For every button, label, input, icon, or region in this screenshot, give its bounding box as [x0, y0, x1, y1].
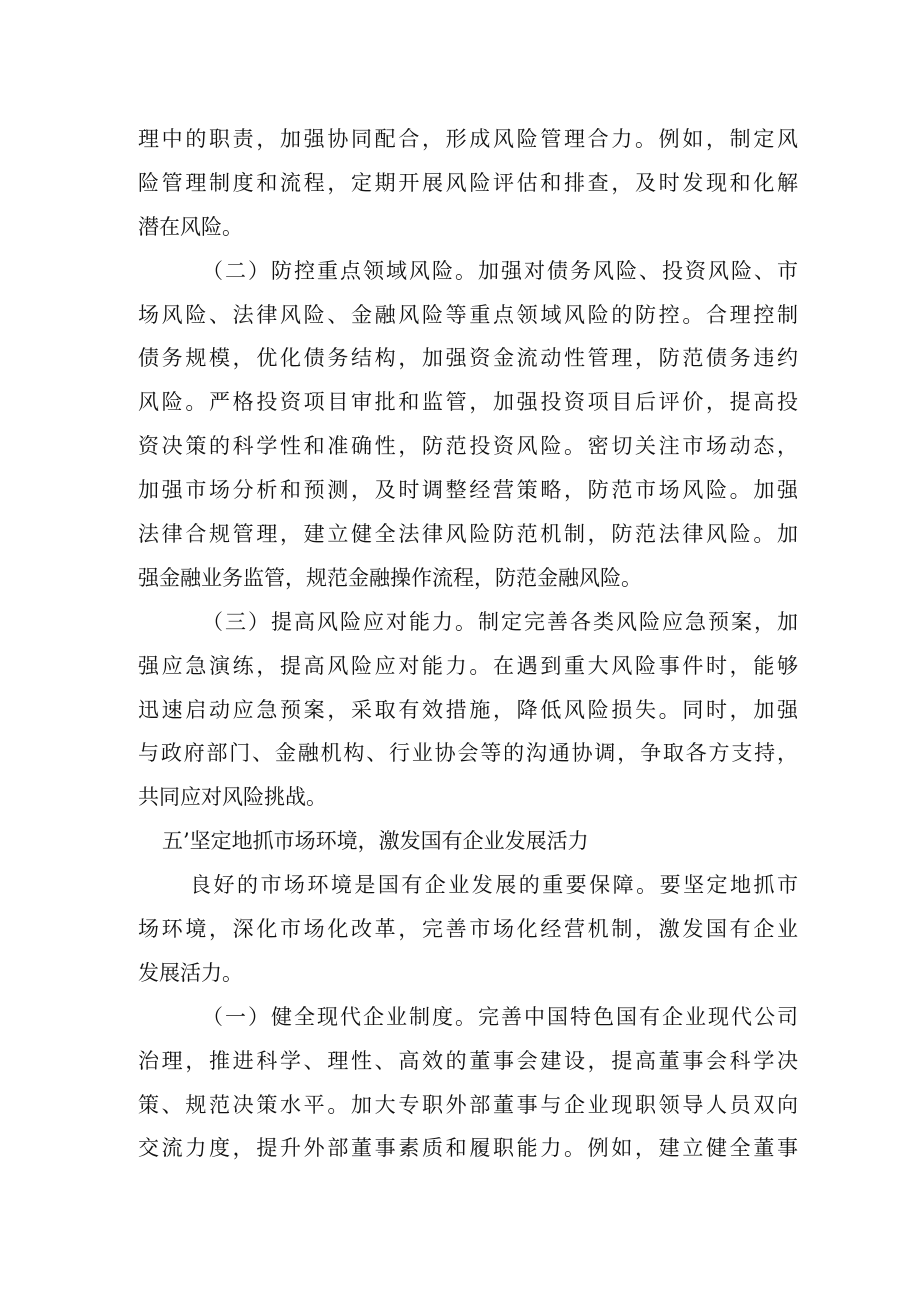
text-line: 强金融业务监管，规范金融操作流程，防范金融风险。: [138, 565, 642, 590]
section-heading-line: （二）防控重点领域风险。加强对债务风险、投资风险、市: [202, 258, 798, 283]
text-line: 理中的职责，加强协同配合，形成风险管理合力。例如，制定风: [138, 127, 798, 151]
text-line: 险管理制度和流程，定期开展风险评估和排查，及时发现和化解: [138, 170, 798, 195]
section-heading-line: （三）提高风险应对能力。制定完善各类风险应急预案，加: [202, 609, 798, 634]
text-line: 潜在风险。: [138, 214, 243, 239]
text-line: 场环境，深化市场化改革，完善市场化经营机制，激发国有企业: [138, 917, 798, 942]
text-line: 加强市场分析和预测，及时调整经营策略，防范市场风险。加强: [138, 478, 798, 503]
text-line: 良好的市场环境是国有企业发展的重要保障。要坚定地抓市: [190, 873, 798, 898]
text-line: 策、规范决策水平。加大专职外部董事与企业现职领导人员双向: [138, 1092, 798, 1117]
text-line: 场风险、法律风险、金融风险等重点领域风险的防控。合理控制: [138, 302, 798, 327]
section-heading-line: （一）健全现代企业制度。完善中国特色国有企业现代公司: [202, 1004, 798, 1029]
text-line: 治理，推进科学、理性、高效的董事会建设，提高董事会科学决: [138, 1048, 798, 1073]
text-line: 发展活力。: [138, 960, 243, 985]
text-line: 交流力度，提升外部董事素质和履职能力。例如，建立健全董事: [138, 1136, 798, 1161]
text-line: 法律合规管理，建立健全法律风险防范机制，防范法律风险。加: [138, 522, 798, 547]
text-line: 强应急演练，提高风险应对能力。在遇到重大风险事件时，能够: [138, 653, 798, 678]
body-text: [138, 118, 798, 1171]
text-line: 风险。严格投资项目审批和监管，加强投资项目后评价，提高投: [138, 390, 798, 415]
chapter-heading: 五’坚定地抓市场环境，激发国有企业发展活力: [162, 829, 589, 854]
text-line: 债务规模，优化债务结构，加强资金流动性管理，防范债务违约: [138, 346, 798, 371]
text-line: 资决策的科学性和准确性，防范投资风险。密切关注市场动态，: [138, 434, 798, 459]
text-line: 与政府部门、金融机构、行业协会等的沟通协调，争取各方支持，: [138, 741, 798, 766]
text-line: 迅速启动应急预案，采取有效措施，降低风险损失。同时，加强: [138, 697, 798, 722]
text-line: 共同应对风险挑战。: [138, 785, 327, 810]
